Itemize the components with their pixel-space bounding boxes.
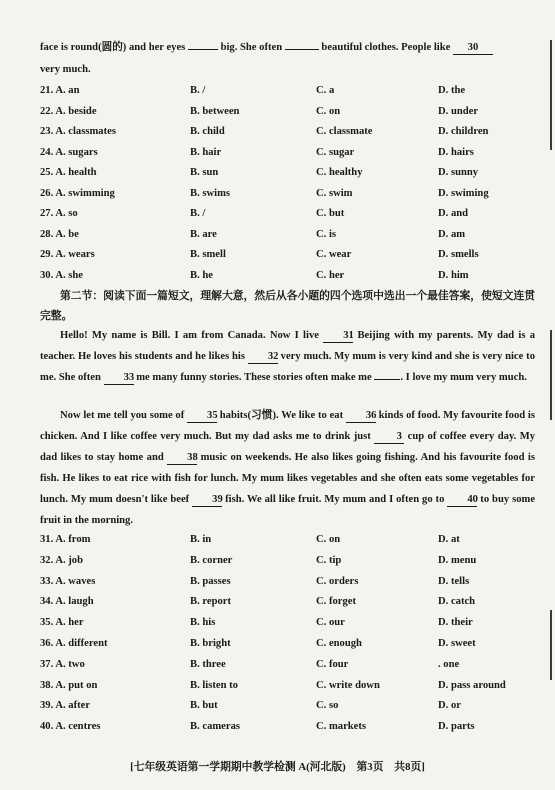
option-row: 25. A. health B. sun C. healthy D. sunny: [40, 167, 479, 178]
blank-29: [285, 49, 319, 50]
blank-30: 30: [453, 42, 493, 55]
option-row: 21. A. an B. / C. a D. the: [40, 85, 466, 96]
option-row: 24. A. sugars B. hair C. sugar D. hairs: [40, 146, 474, 158]
passage-paragraph-1: Hello! My name is Bill. I am from Canada. Now I live 31 Beijing with my parents. My dad is a teacher. He loves his students and he likes his 32 very much. My mum is very kind and she is very nice to me. She often 33 me many funny stories. These stories often make me . I love my mum very much.: [40, 330, 535, 383]
option-row: 34. A. laugh B. report C. forget D. catch: [40, 596, 476, 608]
option-row: 36. A. different B. bright C. enough D. sweet: [40, 638, 476, 649]
option-row: 31. A. from B. in C. on D. at: [40, 534, 460, 545]
intro-line-end: [40, 63, 91, 77]
intro-text-3: big. She often: [220, 42, 283, 53]
blank-34: [374, 379, 400, 380]
section-instruction: 第二节：阅读下面一篇短文，理解大意，然后从各小题的四个选项中选出一个最佳答案，使短文连贯完整。: [40, 290, 536, 322]
intro-text-4: beautiful clothes. People like: [321, 42, 451, 53]
option-row: 39. A. after B. but C. so D. or: [40, 700, 461, 712]
blank-32: 32: [248, 351, 278, 364]
intro-text-cn: 圆的: [101, 42, 123, 53]
blank-38: 38: [167, 452, 197, 465]
passage-paragraph-2: Now let me tell you some of 35 habits(习惯). We like to eat 36 kinds of food. My favourite food is chicken. And I like coffee very much. But my dad asks me to drink just 3 cup of coffee every day. My dad likes to stay home and 38 music on weekends. He also likes going fishing. And his favourite food is fish. He likes to eat rice with fish for lunch. My mum likes vegetables and she often eats some vegetables for lunch. My mum doesn't like beef 39 fish. We all like fruit. My mum and I often go to 40 to buy some fruit in the morning.: [40, 410, 536, 526]
option-row: 26. A. swimming B. swims C. swim D. swiming: [40, 187, 489, 199]
blank-37: 3: [374, 431, 404, 444]
option-row: 37. A. two B. three C. four . one: [40, 658, 460, 670]
blank-33: 33: [104, 372, 134, 385]
blank-35: 35: [187, 410, 217, 423]
blank-28: [188, 49, 218, 50]
intro-text-5: very much.: [40, 64, 91, 75]
option-row: 27. A. so B. / C. but D. and: [40, 208, 469, 219]
scan-edge-mark: [550, 610, 552, 680]
option-row: 38. A. put on B. listen to C. write down D. pass around: [40, 679, 506, 691]
option-row: 33. A. waves B. passes C. orders D. tells: [40, 575, 470, 587]
option-row: 35. A. her B. his C. our D. their: [40, 617, 473, 629]
intro-text-2: ) and her eyes: [122, 42, 186, 53]
option-row: 22. A. beside B. between C. on D. under: [40, 105, 479, 117]
scan-edge-mark: [550, 330, 552, 420]
blank-40: 40: [447, 494, 477, 507]
option-row: 40. A. centres B. cameras C. markets D. parts: [40, 721, 475, 733]
blank-31: 31: [323, 330, 353, 343]
option-row: 30. A. she B. he C. her D. him: [40, 269, 469, 281]
intro-line: [40, 41, 493, 55]
option-row: 23. A. classmates B. child C. classmate D. children: [40, 126, 489, 137]
scan-edge-mark: [550, 40, 552, 150]
option-row: 29. A. wears B. smell C. wear D. smells: [40, 249, 479, 260]
option-row: 32. A. job B. corner C. tip D. menu: [40, 554, 477, 566]
page-footer: [七年级英语第一学期期中教学检测 A(河北版) 第3页 共8页]: [130, 761, 425, 773]
option-row: 28. A. be B. are C. is D. am: [40, 228, 466, 240]
blank-39: 39: [192, 494, 222, 507]
blank-36: 36: [346, 410, 376, 423]
intro-text-1: face is round(: [40, 42, 102, 53]
